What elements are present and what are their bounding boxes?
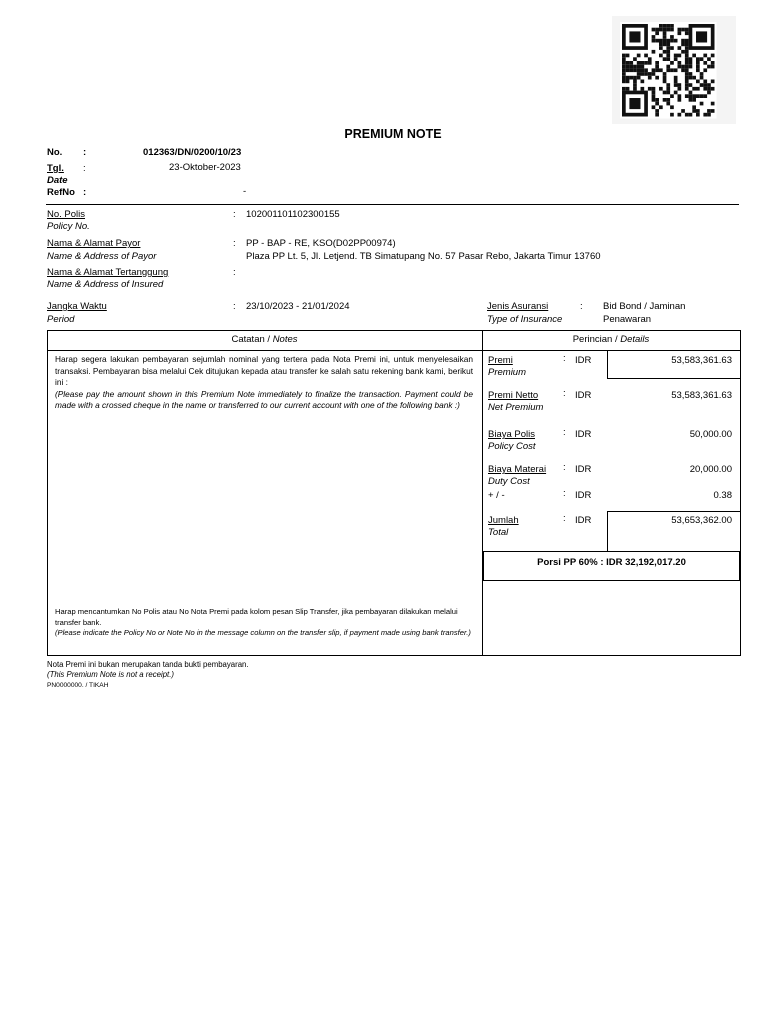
note-date: 23-Oktober-2023 bbox=[169, 162, 241, 173]
payment-instructions-id: Harap segera lakukan pembayaran sejumlah nominal yang tertera pada Nota Premi ini, untuk menyelesaikan transaksi. Pembayaran bisa melalui Cek ditujukan kepada atau transfer ke salah satu rekening bank kami, berikut ini : bbox=[55, 354, 473, 388]
payor-label: Nama & Alamat Payor bbox=[47, 238, 141, 249]
duty-cost-amount: 20,000.00 bbox=[689, 464, 732, 475]
policy-number: 102001101102300155 bbox=[246, 209, 340, 220]
period-colon: : bbox=[233, 301, 236, 312]
table-header-divider bbox=[47, 350, 740, 351]
rounding-label: + / - bbox=[488, 490, 505, 501]
transfer-instructions bbox=[55, 607, 473, 639]
premi-currency: IDR bbox=[575, 355, 592, 366]
insurance-type-colon: : bbox=[580, 301, 583, 312]
premi-label-en: Premium bbox=[488, 367, 527, 378]
net-premium-colon: : bbox=[563, 388, 566, 399]
insurance-type-value-line1: Bid Bond / Jaminan bbox=[603, 301, 686, 312]
table-column-divider bbox=[482, 330, 483, 655]
policy-label-en: Policy No. bbox=[47, 221, 90, 232]
header-divider bbox=[46, 204, 739, 205]
net-premium-label-en: Net Premium bbox=[488, 402, 544, 413]
net-premium-label: Premi Netto bbox=[488, 390, 539, 401]
footer-note: Nota Premi ini bukan merupakan tanda bukti pembayaran. bbox=[47, 660, 249, 669]
insured-label: Nama & Alamat Tertanggung bbox=[47, 267, 169, 278]
insurance-type-label-en: Type of Insurance bbox=[487, 314, 563, 325]
period-label: Jangka Waktu bbox=[47, 301, 107, 312]
page-title: PREMIUM NOTE bbox=[344, 127, 442, 141]
no-colon: : bbox=[83, 147, 87, 158]
duty-cost-currency: IDR bbox=[575, 464, 592, 475]
policy-cost-currency: IDR bbox=[575, 429, 592, 440]
total-label-en: Total bbox=[488, 527, 509, 538]
share-amount: Porsi PP 60% : IDR 32,192,017.20 bbox=[537, 557, 686, 568]
duty-cost-label: Biaya Materai bbox=[488, 464, 547, 475]
qr-code-icon bbox=[612, 16, 736, 124]
payor-address: Plaza PP Lt. 5, Jl. Letjend. TB Simatupang No. 57 Pasar Rebo, Jakarta Timur 13760 bbox=[246, 251, 601, 262]
total-currency: IDR bbox=[575, 515, 592, 526]
payment-instructions bbox=[55, 354, 473, 412]
notes-header: Catatan / Notes bbox=[231, 334, 298, 345]
policy-label: No. Polis bbox=[47, 209, 86, 220]
payment-instructions-en: (Please pay the amount shown in this Premium Note immediately to finalize the transaction. Payment could be made with a crossed cheque in the name or transferred to our current account with one of the following bank :) bbox=[55, 388, 473, 411]
rounding-colon: : bbox=[563, 488, 566, 499]
details-header: Perincian / Details bbox=[572, 334, 650, 345]
total-label: Jumlah bbox=[488, 515, 519, 526]
note-number: 012363/DN/0200/10/23 bbox=[143, 147, 242, 158]
transfer-instructions-en: (Please indicate the Policy No or Note No in the message column on the transfer slip, if payment made using bank transfer.) bbox=[55, 628, 471, 638]
net-premium-amount: 53,583,361.63 bbox=[671, 390, 732, 401]
rounding-amount: 0.38 bbox=[713, 490, 732, 501]
total-amount-box-left bbox=[607, 511, 608, 551]
policy-cost-colon: : bbox=[563, 427, 566, 438]
transfer-instructions-id: Harap mencantumkan No Polis atau No Nota Premi pada kolom pesan Slip Transfer, jika pembayaran dilakukan melalui transfer bank. bbox=[55, 607, 458, 627]
refno-value: - bbox=[243, 186, 247, 197]
policy-colon: : bbox=[233, 209, 236, 220]
tgl-label: Tgl. bbox=[47, 163, 64, 174]
premi-amount: 53,583,361.63 bbox=[671, 355, 732, 366]
policy-cost-label: Biaya Polis bbox=[488, 429, 535, 440]
refno-label: RefNo bbox=[47, 187, 75, 198]
insurance-type-label: Jenis Asuransi bbox=[487, 301, 549, 312]
insurance-type-value-line2: Penawaran bbox=[603, 314, 652, 325]
total-amount: 53,653,362.00 bbox=[671, 515, 732, 526]
insured-colon: : bbox=[233, 267, 236, 278]
premi-label: Premi bbox=[488, 355, 513, 366]
footer-note-en: (This Premium Note is not a receipt.) bbox=[47, 670, 174, 679]
footer-reference: PN0000000. / TIKAH bbox=[47, 682, 109, 689]
payor-name: PP - BAP - RE, KSO(D02PP00974) bbox=[246, 238, 396, 249]
tgl-colon: : bbox=[83, 163, 86, 174]
period-value: 23/10/2023 - 21/01/2024 bbox=[246, 301, 350, 312]
premi-amount-box-bottom bbox=[607, 378, 740, 379]
date-label: Date bbox=[47, 175, 68, 186]
period-label-en: Period bbox=[47, 314, 75, 325]
refno-colon: : bbox=[83, 187, 87, 198]
net-premium-currency: IDR bbox=[575, 390, 592, 401]
premi-colon: : bbox=[563, 353, 566, 364]
premi-amount-box-left bbox=[607, 350, 608, 378]
total-amount-box-top bbox=[607, 511, 740, 512]
insured-label-en: Name & Address of Insured bbox=[47, 279, 164, 290]
payor-colon: : bbox=[233, 238, 236, 249]
duty-cost-label-en: Duty Cost bbox=[488, 476, 530, 487]
rounding-currency: IDR bbox=[575, 490, 592, 501]
policy-cost-amount: 50,000.00 bbox=[689, 429, 732, 440]
no-label: No. bbox=[47, 147, 63, 158]
payor-label-en: Name & Address of Payor bbox=[47, 251, 157, 262]
policy-cost-label-en: Policy Cost bbox=[488, 441, 536, 452]
duty-cost-colon: : bbox=[563, 462, 566, 473]
total-colon: : bbox=[563, 513, 566, 524]
